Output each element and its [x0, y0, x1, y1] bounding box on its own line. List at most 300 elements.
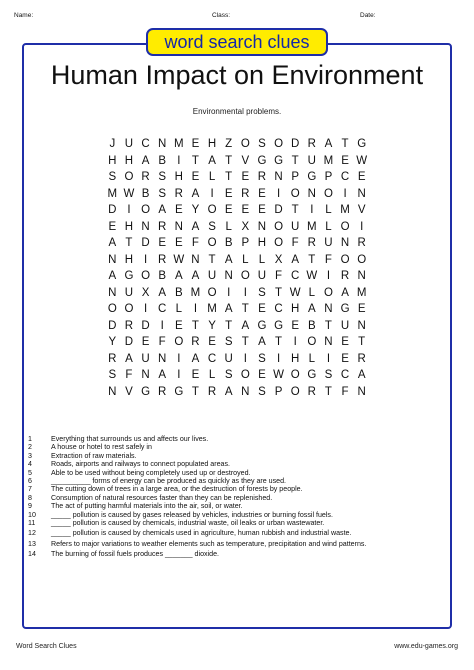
grid-letter: Y	[108, 336, 117, 348]
grid-row	[104, 285, 370, 302]
grid-letter: S	[158, 187, 167, 200]
grid-letter: B	[141, 187, 150, 200]
grid-letter: W	[273, 369, 284, 381]
grid-letter: N	[357, 187, 366, 200]
clue-number: 13	[28, 539, 36, 548]
grid-letter: S	[324, 369, 333, 381]
grid-letter: E	[258, 369, 266, 381]
grid-letter: A	[357, 369, 366, 381]
grid-letter: N	[224, 270, 233, 282]
clue-item	[26, 477, 446, 485]
grid-letter: O	[274, 138, 284, 150]
grid-letter: F	[275, 270, 283, 282]
grid-letter: I	[360, 220, 364, 233]
grid-letter: W	[173, 253, 185, 266]
clue-text: The cutting down of trees in a large area, or the destruction of forests by people.	[51, 485, 303, 494]
grid-letter: T	[324, 319, 332, 332]
clue-text: Refers to major variations to weather elements such as temperature, precipitation and wind patterns.	[51, 539, 367, 548]
grid-row	[104, 384, 370, 401]
grid-letter: G	[257, 154, 267, 167]
clue-item	[26, 511, 446, 519]
grid-letter: I	[276, 187, 281, 200]
grid-letter: E	[341, 154, 349, 167]
grid-letter: T	[241, 336, 249, 348]
clue-text: Able to be used without being completely used up or destroyed.	[51, 468, 251, 477]
grid-letter: T	[241, 303, 249, 315]
grid-letter: G	[307, 369, 317, 381]
grid-row	[104, 153, 370, 170]
grid-letter: A	[324, 138, 333, 150]
grid-letter: D	[291, 138, 300, 150]
grid-letter: T	[275, 286, 283, 299]
grid-letter: N	[158, 352, 167, 365]
grid-letter: A	[307, 303, 316, 315]
header-fields	[14, 12, 460, 24]
grid-letter: O	[240, 138, 250, 150]
grid-letter: N	[241, 385, 250, 398]
grid-letter: W	[123, 187, 135, 200]
grid-letter: D	[274, 204, 283, 216]
grid-letter: T	[125, 237, 133, 249]
grid-letter: E	[191, 138, 200, 150]
grid-letter: H	[291, 352, 300, 365]
grid-letter: A	[174, 270, 183, 282]
grid-letter: U	[291, 220, 300, 233]
grid-letter: I	[143, 303, 148, 315]
footer-left: Word Search Clues	[16, 643, 77, 650]
grid-letter: L	[325, 220, 332, 233]
grid-letter: T	[225, 319, 233, 332]
clue-number: 5	[28, 468, 32, 477]
grid-letter: O	[141, 270, 151, 282]
grid-letter: I	[227, 286, 231, 299]
grid-letter: A	[191, 220, 200, 233]
grid-letter: O	[340, 220, 350, 233]
footer	[16, 643, 458, 653]
grid-row	[104, 169, 370, 186]
clue-item	[26, 540, 446, 548]
clue-item	[26, 452, 446, 460]
clue-number: 9	[28, 502, 32, 511]
grid-letter: N	[324, 336, 333, 348]
grid-letter: F	[191, 237, 199, 249]
grid-letter: A	[191, 270, 200, 282]
grid-letter: E	[341, 336, 349, 348]
clue-text: _____ pollution is caused by chemicals used in agriculture, human rubbish and industrial waste.	[51, 529, 352, 538]
grid-letter: I	[243, 286, 247, 299]
grid-letter: G	[274, 154, 284, 167]
grid-letter: Z	[225, 138, 233, 150]
grid-letter: O	[207, 286, 217, 299]
grid-letter: U	[141, 352, 150, 365]
grid-letter: U	[124, 138, 134, 150]
grid-letter: T	[191, 319, 199, 332]
grid-row	[104, 202, 370, 219]
grid-letter: R	[340, 270, 350, 282]
grid-letter: T	[324, 385, 332, 398]
grid-letter: I	[177, 369, 181, 381]
grid-letter: N	[191, 253, 200, 266]
grid-letter: O	[207, 204, 217, 216]
grid-letter: T	[341, 138, 349, 150]
grid-letter: R	[307, 138, 316, 150]
grid-letter: A	[224, 385, 233, 398]
grid-letter: A	[158, 286, 167, 299]
grid-letter: E	[108, 220, 117, 233]
clue-item	[26, 443, 446, 451]
page-subtitle: Environmental problems.	[192, 107, 282, 116]
grid-letter: E	[191, 369, 200, 381]
grid-letter: A	[208, 154, 216, 167]
grid-letter: O	[340, 253, 350, 266]
grid-letter: U	[324, 237, 333, 249]
grid-letter: R	[357, 237, 366, 249]
grid-letter: O	[124, 303, 134, 315]
grid-letter: F	[158, 336, 166, 348]
clue-text: Consumption of natural resources faster than they can be replenished.	[51, 493, 273, 502]
grid-letter: M	[174, 138, 184, 150]
grid-letter: H	[207, 138, 217, 150]
grid-row	[104, 318, 370, 335]
clue-text: _____ pollution is caused by chemicals, industrial waste, oil leaks or urban wastewater.	[51, 519, 325, 528]
grid-row	[104, 186, 370, 203]
grid-letter: V	[357, 204, 366, 216]
grid-letter: O	[124, 171, 134, 183]
grid-letter: E	[174, 204, 183, 216]
grid-letter: U	[124, 286, 134, 299]
grid-letter: E	[341, 352, 349, 365]
grid-letter: I	[343, 187, 347, 200]
grid-letter: O	[323, 187, 333, 200]
grid-letter: I	[243, 352, 247, 365]
grid-letter: B	[158, 154, 167, 167]
grid-letter: E	[158, 237, 167, 249]
grid-letter: N	[141, 369, 150, 381]
grid-letter: S	[224, 369, 233, 381]
grid-letter: J	[109, 138, 116, 150]
grid-letter: E	[241, 171, 250, 183]
grid-letter: R	[357, 352, 366, 365]
grid-letter: A	[291, 253, 300, 266]
grid-letter: O	[141, 204, 151, 216]
grid-letter: H	[257, 237, 267, 249]
clue-number: 4	[28, 460, 32, 469]
clue-text: _____ pollution is caused by gases released by vehicles, industries or burning fossil fuels.	[51, 510, 333, 519]
grid-letter: T	[291, 154, 299, 167]
grid-letter: R	[158, 385, 167, 398]
grid-letter: L	[225, 220, 232, 233]
grid-letter: C	[274, 303, 283, 315]
grid-letter: O	[274, 237, 284, 249]
grid-letter: R	[124, 319, 134, 332]
grid-letter: L	[325, 204, 332, 216]
grid-letter: U	[224, 352, 233, 365]
grid-letter: T	[225, 154, 233, 167]
grid-letter: A	[108, 270, 117, 282]
clue-number: 10	[28, 510, 36, 519]
grid-letter: I	[143, 253, 148, 266]
grid-letter: G	[357, 138, 367, 150]
grid-letter: E	[258, 204, 266, 216]
grid-letter: A	[158, 369, 167, 381]
clue-number: 14	[28, 550, 36, 559]
grid-letter: N	[307, 187, 316, 200]
grid-letter: A	[191, 352, 200, 365]
grid-letter: A	[158, 204, 167, 216]
grid-letter: I	[326, 270, 331, 282]
grid-row	[104, 252, 370, 269]
grid-letter: G	[124, 270, 134, 282]
clue-number: 12	[28, 529, 36, 538]
grid-letter: F	[324, 253, 332, 266]
grid-letter: N	[324, 303, 333, 315]
footer-url: www.edu-games.org	[394, 643, 458, 650]
grid-letter: R	[108, 352, 117, 365]
grid-letter: E	[174, 237, 183, 249]
grid-letter: E	[357, 171, 366, 183]
clue-number: 8	[28, 493, 32, 502]
grid-letter: U	[257, 270, 267, 282]
grid-letter: S	[108, 171, 117, 183]
grid-letter: V	[125, 385, 133, 398]
grid-letter: F	[291, 237, 299, 249]
grid-letter: M	[307, 220, 317, 233]
grid-letter: S	[258, 385, 266, 398]
grid-letter: H	[291, 303, 300, 315]
grid-letter: M	[323, 154, 334, 167]
grid-letter: P	[291, 171, 300, 183]
grid-letter: G	[307, 171, 317, 183]
grid-letter: L	[242, 253, 249, 266]
grid-letter: I	[293, 336, 297, 348]
clue-number: 2	[28, 443, 32, 452]
clue-item	[26, 550, 446, 558]
grid-letter: A	[241, 319, 250, 332]
grid-row	[104, 367, 370, 384]
grid-letter: E	[208, 336, 216, 348]
grid-letter: C	[291, 270, 300, 282]
grid-letter: S	[224, 336, 233, 348]
grid-letter: A	[191, 187, 200, 200]
grid-row	[104, 334, 370, 351]
grid-letter: A	[341, 286, 349, 299]
grid-letter: M	[190, 286, 201, 299]
grid-letter: B	[224, 237, 233, 249]
grid-letter: R	[241, 187, 250, 200]
grid-letter: C	[207, 352, 217, 365]
grid-letter: L	[258, 253, 266, 266]
grid-letter: M	[356, 286, 367, 299]
grid-letter: H	[108, 154, 117, 167]
grid-letter: T	[208, 253, 216, 266]
grid-letter: N	[357, 385, 366, 398]
grid-letter: X	[141, 286, 150, 299]
clue-number: 11	[28, 519, 36, 528]
grid-letter: O	[107, 303, 117, 315]
grid-letter: T	[358, 336, 366, 348]
grid-letter: G	[274, 319, 284, 332]
grid-letter: H	[124, 220, 134, 233]
grid-letter: D	[108, 319, 117, 332]
grid-row	[104, 219, 370, 236]
grid-letter: N	[257, 220, 267, 233]
clue-item	[26, 460, 446, 468]
grid-letter: O	[323, 286, 333, 299]
clue-text: Everything that surrounds us and affects our lives.	[51, 435, 209, 443]
clue-number: 1	[28, 435, 32, 443]
grid-letter: M	[207, 303, 217, 315]
grid-letter: O	[290, 187, 300, 200]
grid-letter: N	[108, 253, 117, 266]
grid-letter: L	[175, 303, 183, 315]
grid-letter: Y	[208, 319, 216, 332]
grid-letter: X	[241, 220, 250, 233]
grid-letter: E	[291, 319, 300, 332]
grid-letter: P	[324, 171, 333, 183]
grid-letter: M	[340, 204, 350, 216]
grid-letter: H	[174, 171, 183, 183]
grid-letter: E	[258, 187, 266, 200]
grid-letter: C	[141, 138, 150, 150]
grid-letter: W	[289, 286, 301, 299]
grid-letter: D	[141, 319, 150, 332]
grid-letter: T	[308, 253, 316, 266]
grid-letter: B	[174, 286, 183, 299]
letter-grid	[104, 136, 370, 400]
grid-letter: E	[141, 336, 150, 348]
grid-row	[104, 351, 370, 368]
date-label: Date:	[360, 12, 376, 19]
grid-letter: N	[357, 319, 366, 332]
grid-row	[104, 268, 370, 285]
grid-letter: R	[307, 385, 316, 398]
grid-letter: O	[240, 369, 250, 381]
grid-letter: I	[177, 154, 181, 167]
grid-letter: S	[108, 369, 117, 381]
grid-letter: E	[224, 204, 233, 216]
grid-letter: R	[191, 336, 200, 348]
grid-letter: C	[340, 171, 350, 183]
clue-item	[26, 435, 446, 443]
grid-letter: C	[340, 369, 350, 381]
grid-letter: S	[258, 286, 266, 299]
grid-letter: T	[291, 204, 299, 216]
clue-number: 3	[28, 451, 32, 460]
grid-letter: S	[158, 171, 167, 183]
grid-letter: A	[108, 237, 117, 249]
grid-letter: L	[308, 286, 316, 299]
clue-text: Roads, airports and railways to connect populated areas.	[51, 460, 231, 469]
grid-letter: N	[357, 270, 366, 282]
grid-letter: L	[208, 369, 216, 381]
grid-letter: U	[207, 270, 217, 282]
clue-text: __________ forms of energy can be produced as quickly as they are used.	[51, 477, 287, 486]
grid-letter: N	[340, 237, 350, 249]
grid-letter: T	[275, 336, 283, 348]
grid-letter: A	[125, 352, 133, 365]
grid-letter: B	[158, 270, 167, 282]
grid-letter: S	[258, 138, 266, 150]
grid-letter: C	[158, 303, 167, 315]
grid-letter: U	[307, 154, 316, 167]
grid-letter: R	[174, 187, 183, 200]
grid-letter: A	[141, 154, 150, 167]
grid-letter: R	[158, 220, 167, 233]
grid-letter: N	[158, 138, 167, 150]
grid-letter: G	[141, 385, 151, 398]
grid-letter: G	[257, 319, 267, 332]
grid-letter: N	[108, 385, 117, 398]
grid-letter: F	[125, 369, 133, 381]
grid-letter: E	[258, 303, 266, 315]
grid-letter: L	[308, 352, 316, 365]
grid-letter: T	[225, 171, 233, 183]
grid-letter: P	[241, 237, 250, 249]
grid-letter: I	[127, 204, 131, 216]
grid-letter: I	[193, 303, 198, 315]
grid-letter: I	[326, 352, 331, 365]
grid-letter: Y	[191, 204, 200, 216]
grid-letter: H	[124, 253, 134, 266]
grid-letter: O	[307, 336, 317, 348]
grid-letter: V	[241, 154, 250, 167]
grid-letter: E	[191, 171, 200, 183]
grid-row	[104, 301, 370, 318]
grid-row	[104, 136, 370, 153]
grid-letter: N	[174, 220, 183, 233]
grid-letter: U	[340, 319, 350, 332]
grid-letter: B	[307, 319, 316, 332]
grid-letter: R	[307, 237, 316, 249]
grid-letter: A	[224, 253, 233, 266]
clue-text: The act of putting harmful materials into the air, soil, or water.	[51, 502, 243, 511]
grid-letter: N	[108, 286, 117, 299]
grid-letter: I	[160, 319, 164, 332]
clue-item	[26, 494, 446, 502]
clue-text: A house or hotel to rest safely in	[51, 443, 152, 452]
grid-letter: R	[158, 253, 167, 266]
grid-letter: I	[210, 187, 214, 200]
grid-letter: O	[290, 369, 300, 381]
grid-letter: E	[357, 303, 366, 315]
grid-letter: O	[290, 385, 300, 398]
worksheet-badge: word search clues	[146, 28, 328, 56]
clue-number: 6	[28, 477, 32, 486]
clue-text: The burning of fossil fuels produces _______ dioxide.	[51, 550, 219, 559]
grid-letter: D	[141, 237, 150, 249]
grid-letter: L	[208, 171, 216, 183]
clue-item	[26, 529, 446, 537]
grid-letter: M	[107, 187, 118, 200]
grid-letter: G	[174, 385, 184, 398]
clue-item	[26, 519, 446, 527]
grid-letter: O	[174, 336, 184, 348]
grid-row	[104, 235, 370, 252]
grid-letter: I	[177, 352, 181, 365]
grid-letter: T	[191, 154, 199, 167]
grid-letter: O	[240, 270, 250, 282]
grid-letter: G	[340, 303, 350, 315]
class-label: Class:	[212, 12, 231, 19]
grid-letter: H	[124, 154, 134, 167]
grid-letter: A	[224, 303, 233, 315]
clue-text: Extraction of raw materials.	[51, 451, 137, 460]
grid-letter: P	[274, 385, 283, 398]
grid-letter: S	[258, 352, 266, 365]
grid-letter: O	[274, 220, 284, 233]
grid-letter: O	[207, 237, 217, 249]
grid-letter: W	[356, 154, 368, 167]
